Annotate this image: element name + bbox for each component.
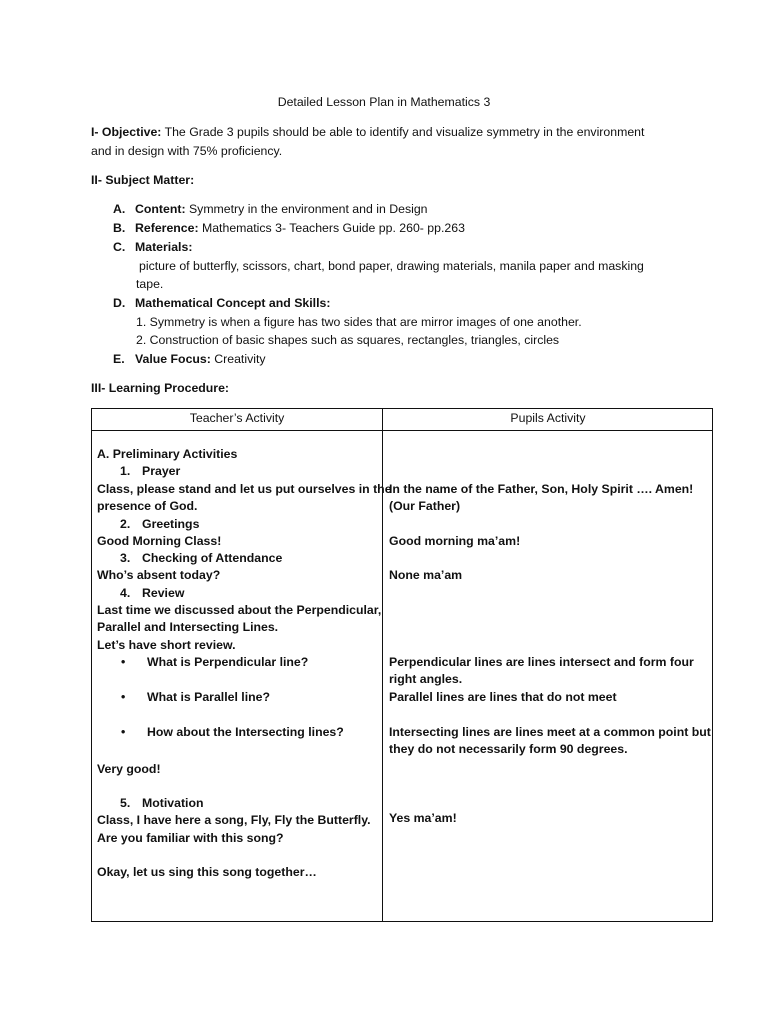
step-number: 4. xyxy=(120,586,131,600)
learning-procedure-heading: III- Learning Procedure: xyxy=(91,381,230,395)
step-number: 3. xyxy=(120,551,131,565)
item-letter: A. xyxy=(113,202,126,216)
column-header-pupils: Pupils Activity xyxy=(510,411,586,425)
column-header-teacher: Teacher’s Activity xyxy=(189,411,285,425)
teacher-motivation-2: Are you familiar with this song? xyxy=(97,831,284,845)
pupils-answer-perpendicular-1: Perpendicular lines are lines intersect and form four xyxy=(389,655,694,669)
question-parallel xyxy=(121,689,270,707)
question-text: How about the Intersecting lines? xyxy=(147,725,344,739)
bullet-icon: • xyxy=(121,725,126,739)
item-label: Content: xyxy=(135,202,186,216)
subject-item-content xyxy=(113,201,428,219)
teacher-prayer-1: Class, please stand and let us put ourselves in the xyxy=(97,482,392,496)
step-prayer xyxy=(120,463,180,481)
step-label: Greetings xyxy=(142,517,200,531)
teacher-review-3: Let’s have short review. xyxy=(97,638,236,652)
step-review xyxy=(120,585,184,603)
item-label: Materials: xyxy=(135,240,193,254)
step-label: Review xyxy=(142,586,185,600)
item-label: Mathematical Concept and Skills: xyxy=(135,296,331,310)
question-text: What is Perpendicular line? xyxy=(147,655,309,669)
subject-item-reference xyxy=(113,220,465,238)
question-text: What is Parallel line? xyxy=(147,690,271,704)
pupils-answer-parallel: Parallel lines are lines that do not meet xyxy=(389,690,617,704)
item-letter: C. xyxy=(113,240,126,254)
objective-line-1 xyxy=(91,124,644,142)
pupils-answer-perpendicular-2: right angles. xyxy=(389,672,463,686)
pupils-answer-intersecting-2: they do not necessarily form 90 degrees. xyxy=(389,742,628,756)
materials-line-1: picture of butterfly, scissors, chart, bond paper, drawing materials, manila paper and masking xyxy=(139,259,644,273)
pupils-prayer-1: In the name of the Father, Son, Holy Spirit …. Amen! xyxy=(389,482,694,496)
step-number: 1. xyxy=(120,464,131,478)
teacher-greetings: Good Morning Class! xyxy=(97,534,222,548)
teacher-motivation-1: Class, I have here a song, Fly, Fly the Butterfly. xyxy=(97,813,371,827)
step-greetings xyxy=(120,516,199,534)
materials-line-2: tape. xyxy=(136,277,164,291)
step-motivation xyxy=(120,795,203,813)
pupils-motivation: Yes ma’am! xyxy=(389,811,457,825)
step-number: 2. xyxy=(120,517,131,531)
item-text: Creativity xyxy=(210,352,266,366)
activity-table xyxy=(91,408,713,922)
objective-text: The Grade 3 pupils should be able to identify and visualize symmetry in the environment xyxy=(161,125,645,139)
question-intersecting xyxy=(121,724,344,742)
subject-item-concepts xyxy=(113,295,330,313)
teacher-motivation-3: Okay, let us sing this song together… xyxy=(97,865,317,879)
teacher-attendance: Who’s absent today? xyxy=(97,568,221,582)
teacher-very-good: Very good! xyxy=(97,762,161,776)
step-label: Prayer xyxy=(142,464,181,478)
subject-item-value-focus xyxy=(113,351,266,369)
objective-line-2: and in design with 75% proficiency. xyxy=(91,144,283,158)
item-letter: E. xyxy=(113,352,125,366)
item-label: Reference: xyxy=(135,221,199,235)
step-label: Checking of Attendance xyxy=(142,551,283,565)
bullet-icon: • xyxy=(121,690,126,704)
step-attendance xyxy=(120,550,282,568)
step-label: Motivation xyxy=(142,796,204,810)
concept-1: 1. Symmetry is when a figure has two sides that are mirror images of one another. xyxy=(136,315,582,329)
item-letter: B. xyxy=(113,221,126,235)
item-letter: D. xyxy=(113,296,126,310)
header-divider xyxy=(92,430,712,431)
item-text: Mathematics 3- Teachers Guide pp. 260- pp.263 xyxy=(198,221,465,235)
concept-2: 2. Construction of basic shapes such as squares, rectangles, triangles, circles xyxy=(136,333,560,347)
document-title: Detailed Lesson Plan in Mathematics 3 xyxy=(277,95,491,109)
pupils-answer-intersecting-1: Intersecting lines are lines meet at a common point but xyxy=(389,725,711,739)
pupils-greetings: Good morning ma’am! xyxy=(389,534,521,548)
subject-matter-heading: II- Subject Matter: xyxy=(91,173,195,187)
subject-item-materials xyxy=(113,239,192,257)
preliminary-activities: A. Preliminary Activities xyxy=(97,447,238,461)
teacher-review-1: Last time we discussed about the Perpendicular, xyxy=(97,603,382,617)
pupils-prayer-2: (Our Father) xyxy=(389,499,461,513)
item-label: Value Focus: xyxy=(135,352,211,366)
question-perpendicular xyxy=(121,654,308,672)
item-text: Symmetry in the environment and in Design xyxy=(185,202,428,216)
teacher-review-2: Parallel and Intersecting Lines. xyxy=(97,620,279,634)
step-number: 5. xyxy=(120,796,131,810)
objective-label: I- Objective: xyxy=(91,125,162,139)
teacher-prayer-2: presence of God. xyxy=(97,499,198,513)
bullet-icon: • xyxy=(121,655,126,669)
pupils-attendance: None ma’am xyxy=(389,568,463,582)
